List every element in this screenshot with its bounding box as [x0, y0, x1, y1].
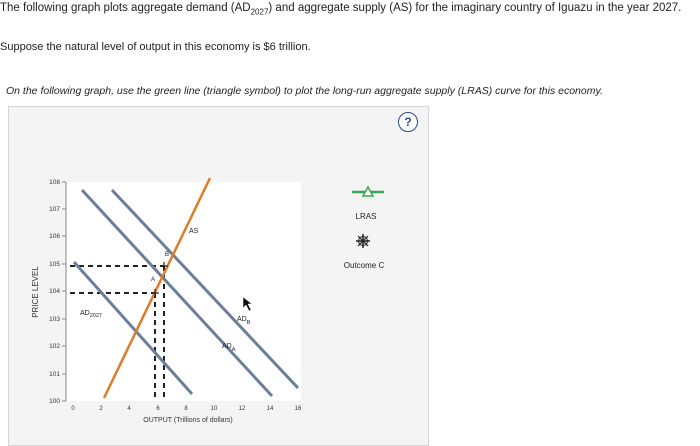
help-icon[interactable]: ? — [398, 112, 418, 132]
x-tick-label: 8 — [184, 406, 188, 412]
x-tick-label: 14 — [266, 406, 274, 412]
question-text: The following graph plots aggregate demand (AD — [0, 2, 251, 14]
y-tick-labels — [49, 179, 60, 405]
instruction-line: On the following graph, use the green line (triangle symbol) to plot the long-run aggregate supply (LRAS) curve for this economy. — [6, 85, 603, 97]
y-axis-label: PRICE LEVEL — [31, 266, 40, 318]
as-label: AS — [189, 228, 199, 235]
x-tick-labels — [71, 406, 302, 412]
y-tick-label: 100 — [49, 398, 60, 405]
y-tick-label: 104 — [49, 288, 60, 295]
question-line-2: Suppose the natural level of output in this economy is $6 trillion. — [0, 41, 311, 53]
question-text: ) and aggregate supply (AS) for the imaginary country of Iguazu in the year 2027. — [268, 2, 682, 14]
y-tick-marks — [62, 182, 66, 401]
x-tick-label: 2 — [99, 406, 103, 412]
ad-a-label: $AD_A$ — [222, 343, 236, 353]
point-b-label: B — [165, 252, 170, 258]
ad-b-label: $AD_B$ — [237, 316, 251, 326]
lras-legend-label: LRAS — [355, 212, 377, 221]
lras-tool[interactable] — [352, 187, 384, 196]
x-tick-label: 10 — [210, 406, 218, 412]
x-tick-label: 16 — [294, 406, 302, 412]
x-tick-label: 4 — [127, 406, 131, 412]
x-axis-label: OUTPUT (Trillions of dollars) — [143, 417, 233, 424]
ad-2027-label: $AD_{2027}$ — [80, 310, 102, 319]
y-tick-label: 107 — [49, 206, 60, 213]
y-tick-label: 108 — [49, 179, 60, 186]
x-tick-label: 0 — [71, 406, 75, 412]
outcome-c-tool[interactable] — [356, 234, 370, 248]
question-subscript: 2027 — [250, 7, 269, 17]
y-tick-label: 101 — [49, 371, 60, 378]
y-tick-label: 103 — [49, 316, 60, 323]
x-tick-label: 6 — [156, 406, 160, 412]
outcome-legend-label: Outcome C — [343, 261, 385, 270]
y-tick-label: 105 — [49, 261, 60, 268]
point-a-label: A — [151, 277, 156, 283]
x-tick-label: 12 — [238, 406, 246, 412]
y-tick-label: 106 — [49, 233, 60, 240]
y-tick-label: 102 — [49, 343, 60, 350]
